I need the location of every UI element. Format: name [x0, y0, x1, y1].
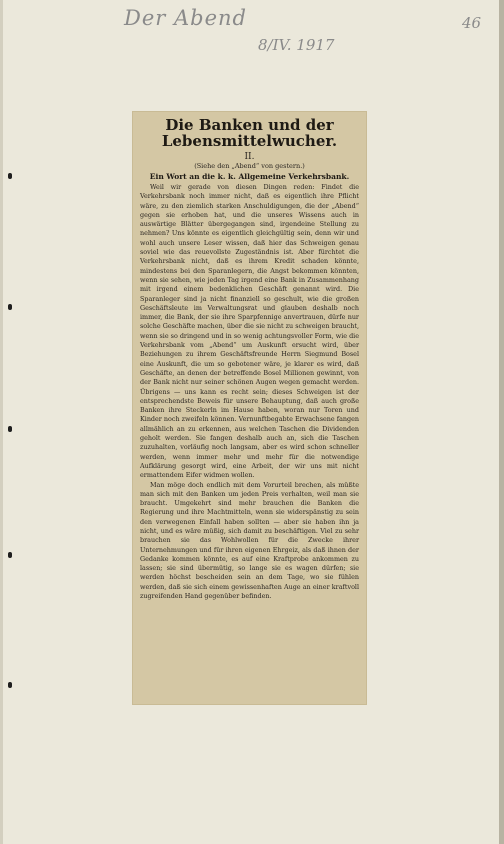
binder-hole-4 — [8, 552, 12, 558]
clipping-subtitle: (Siehe den „Abend“ von gestern.) — [194, 162, 305, 170]
handwritten-page-number: 46 — [462, 14, 482, 32]
clipping-paragraph-1: Weil wir gerade von diesen Dingen reden: Findet die Verkehrsbank noch immer nicht, daß es eigentlich ihre Pflicht wäre, zu den ziemlich starken Anschuldigungen, die der „Abend“ gegen sie erhoben hat, und die unseres Wissens auch in auswärtige Blätter übergegangen sind, irgendeine Stellung zu nehmen? Uns könnte es eigentlich gleichgültig sein, denn wir und wohl auch unsere Leser wissen, daß hier das Schweigen genau soviel wie das reuevollste Zugeständnis ist. Aber fürchtet die Verkehrsbank nicht, daß es ihrem Kredit schaden könnte, mindestens bei den Sparanlegern, die Angst bekommen könnten, wenn sie sehen, wie jeden Tag irgend eine Bank in Zusammenhang mit irgend einem bedenklichen Geschäft genannt wird. Die Sparanleger sind ja nicht finanziell so geschult, wie die großen Geschäftsleute im Verwaltungsrat und glauben deshalb noch immer, die Bank, der sie ihre Sparpfennige anvertrauen, dürfe nur solche Geschäfte machen, über die sie nicht zu schweigen braucht, wenn sie so dringend und in so wenig achtungsvoller Form, wie die Verkehrsbank vom „Abend“ um Auskunft ersucht wird, über Beziehungen zu ihrem Geschäftsfreunde Herrn Siegmund Bosel eine Auskunft, die um so gebotener wäre, je klarer es wird, daß Geschäfte, an denen der betreffende Bosel Millionen gewinnt, von der Bank nicht nur seiner schönen Augen wegen gemacht werden. Übrigens — uns kann es recht sein; dieses Schweigen ist der entsprechendste Beweis für unsere Behauptung, daß auch große Banken ihre Steckerln im Hause haben, woran nur Toren und Kinder noch zweifeln können. Vernunftbegabte Erwachsene fangen allmählich an zu erkennen, aus welchen Taschen die Dividenden geholt werden. Sie fangen deshalb auch an, sich die Taschen zuzuhalten, vorläufig noch langsam, aber es wird schon schneller werden, wenn immer mehr und mehr für die notwendige Aufklärung gesorgt wird, eine Arbeit, der wir uns mit nicht ermattendem Eifer widmen wollen. — [140, 183, 359, 480]
sheet-right-edge — [499, 0, 504, 844]
clipping-paragraph-2: Man möge doch endlich mit dem Vorurteil brechen, als müßte man sich mit den Banken um jeden Preis verhalten, weil man sie braucht. Umgekehrt sind mehr brauchen die Banken die Regierung und ihre Machtmitteln, wenn sie widerspänstig zu sein den verwegenen Einfall haben sollten — aber sie haben ihn ja nicht, und es wäre müßig, sich damit zu beschäftigen. Viel zu sehr brauchen sie das Wohlwollen für die Zwecke ihrer Unternehmungen und für ihren eigenen Ehrgeiz, als daß ihnen der Gedanke kommen könnte, es auf eine Kraftprobe ankommen zu lassen; sie sind übermütig, so lange sie es wagen dürfen; sie werden höchst bescheiden sein an dem Tage, wo sie fühlen werden, daß sie sich einem gewissenhaften Auge an einer kraftvoll zugreifenden Hand gegenüber befinden. — [140, 480, 359, 601]
clipping-body — [140, 183, 359, 601]
clipping-section-number: II. — [244, 152, 255, 162]
binder-hole-3 — [8, 426, 12, 432]
clipping-heading: Ein Wort an die k. k. Allgemeine Verkehrsbank. — [149, 172, 350, 181]
binder-hole-1 — [8, 173, 12, 179]
binder-hole-2 — [8, 304, 12, 310]
clipping-title: Die Banken und der Lebensmittelwucher. — [161, 116, 338, 150]
binder-hole-5 — [8, 682, 12, 688]
sheet-left-edge — [0, 0, 3, 844]
handwritten-newspaper-name: Der Abend — [124, 6, 247, 30]
newspaper-clipping — [133, 112, 366, 704]
handwritten-date: 8/IV. 1917 — [258, 36, 335, 54]
